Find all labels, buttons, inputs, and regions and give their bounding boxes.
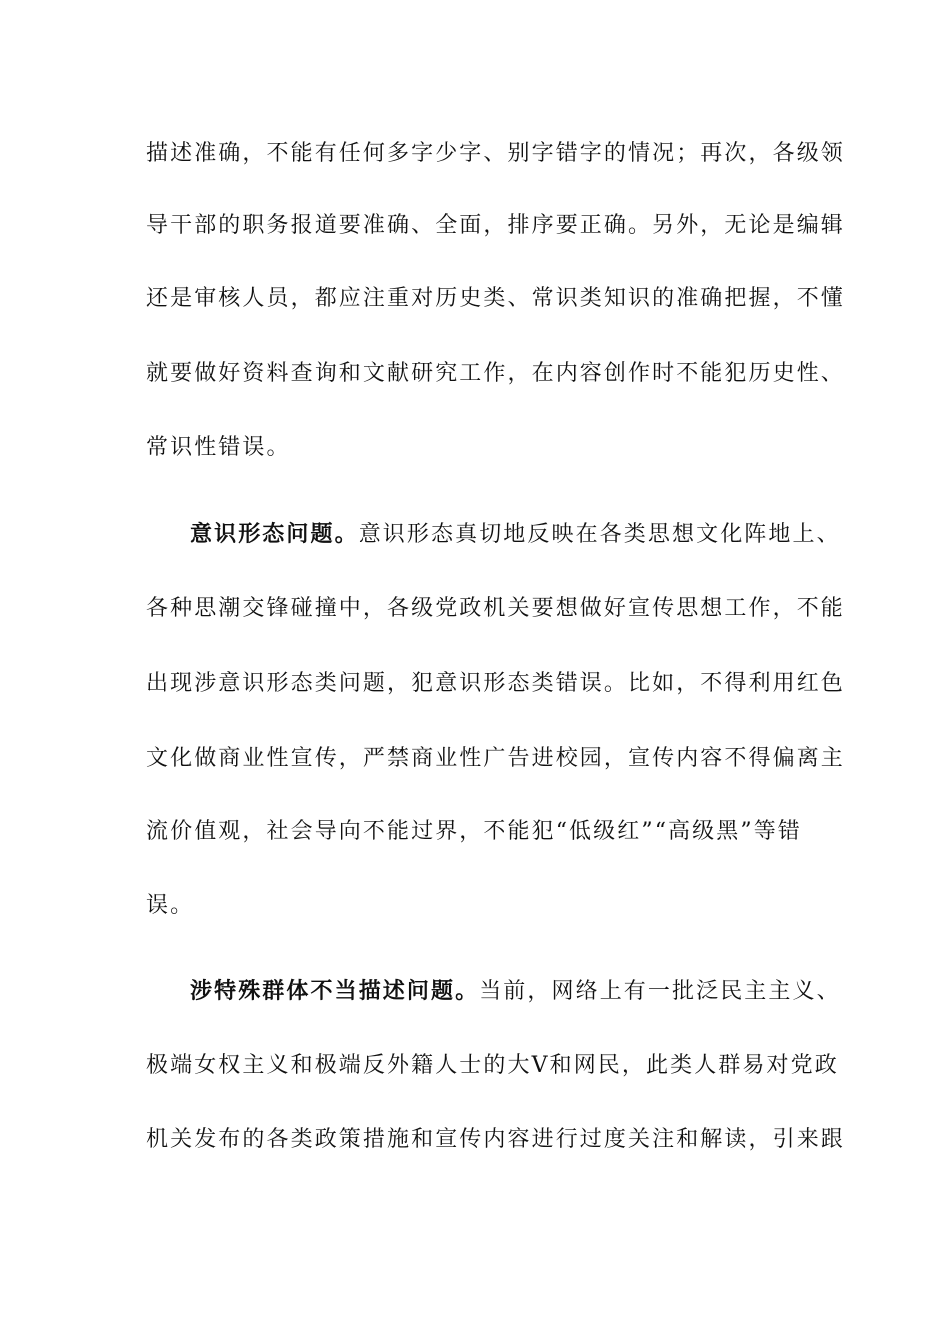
paragraph-3-first-line [190, 971, 850, 1011]
paragraph-3-heading: 涉特殊群体不当描述问题。 [190, 978, 480, 1004]
paragraph-2-line-4: 文化做商业性宣传，严禁商业性广告进校园，宣传内容不得偏离主 [146, 746, 845, 771]
paragraph-3-line-3: 机关发布的各类政策措施和宣传内容进行过度关注和解读，引来跟 [146, 1127, 845, 1152]
paragraph-2-heading: 意识形态问题。 [190, 521, 359, 547]
paragraph-2-line-6: 误。 [146, 893, 195, 918]
paragraph-1-line-5: 常识性错误。 [146, 435, 291, 460]
paragraph-2-line-2: 各种思潮交锋碰撞中，各级党政机关要想做好宣传思想工作，不能 [146, 596, 845, 621]
paragraph-1-line-4: 就要做好资料查询和文献研究工作，在内容创作时不能犯历史性、 [146, 361, 845, 386]
paragraph-1-line-3: 还是审核人员，都应注重对历史类、常识类知识的准确把握，不懂 [146, 286, 845, 311]
paragraph-2-first-line-text: 意识形态真切地反映在各类思想文化阵地上、 [358, 522, 841, 547]
paragraph-3-line-2: 极端女权主义和极端反外籍人士的大V和网民，此类人群易对党政 [146, 1053, 839, 1078]
paragraph-1-line-2: 导干部的职务报道要准确、全面，排序要正确。另外，无论是编辑 [146, 213, 845, 238]
paragraph-1-line-1: 描述准确，不能有任何多字少字、别字错字的情况；再次，各级领 [146, 141, 845, 166]
paragraph-3-first-line-text: 当前，网络上有一批泛民主主义、 [479, 979, 841, 1004]
paragraph-2-line-3: 出现涉意识形态类问题，犯意识形态类错误。比如，不得利用红色 [146, 671, 845, 696]
paragraph-2-line-5: 流价值观，社会导向不能过界，不能犯“低级红”“高级黑”等错 [146, 819, 802, 844]
paragraph-2-first-line [190, 514, 850, 554]
